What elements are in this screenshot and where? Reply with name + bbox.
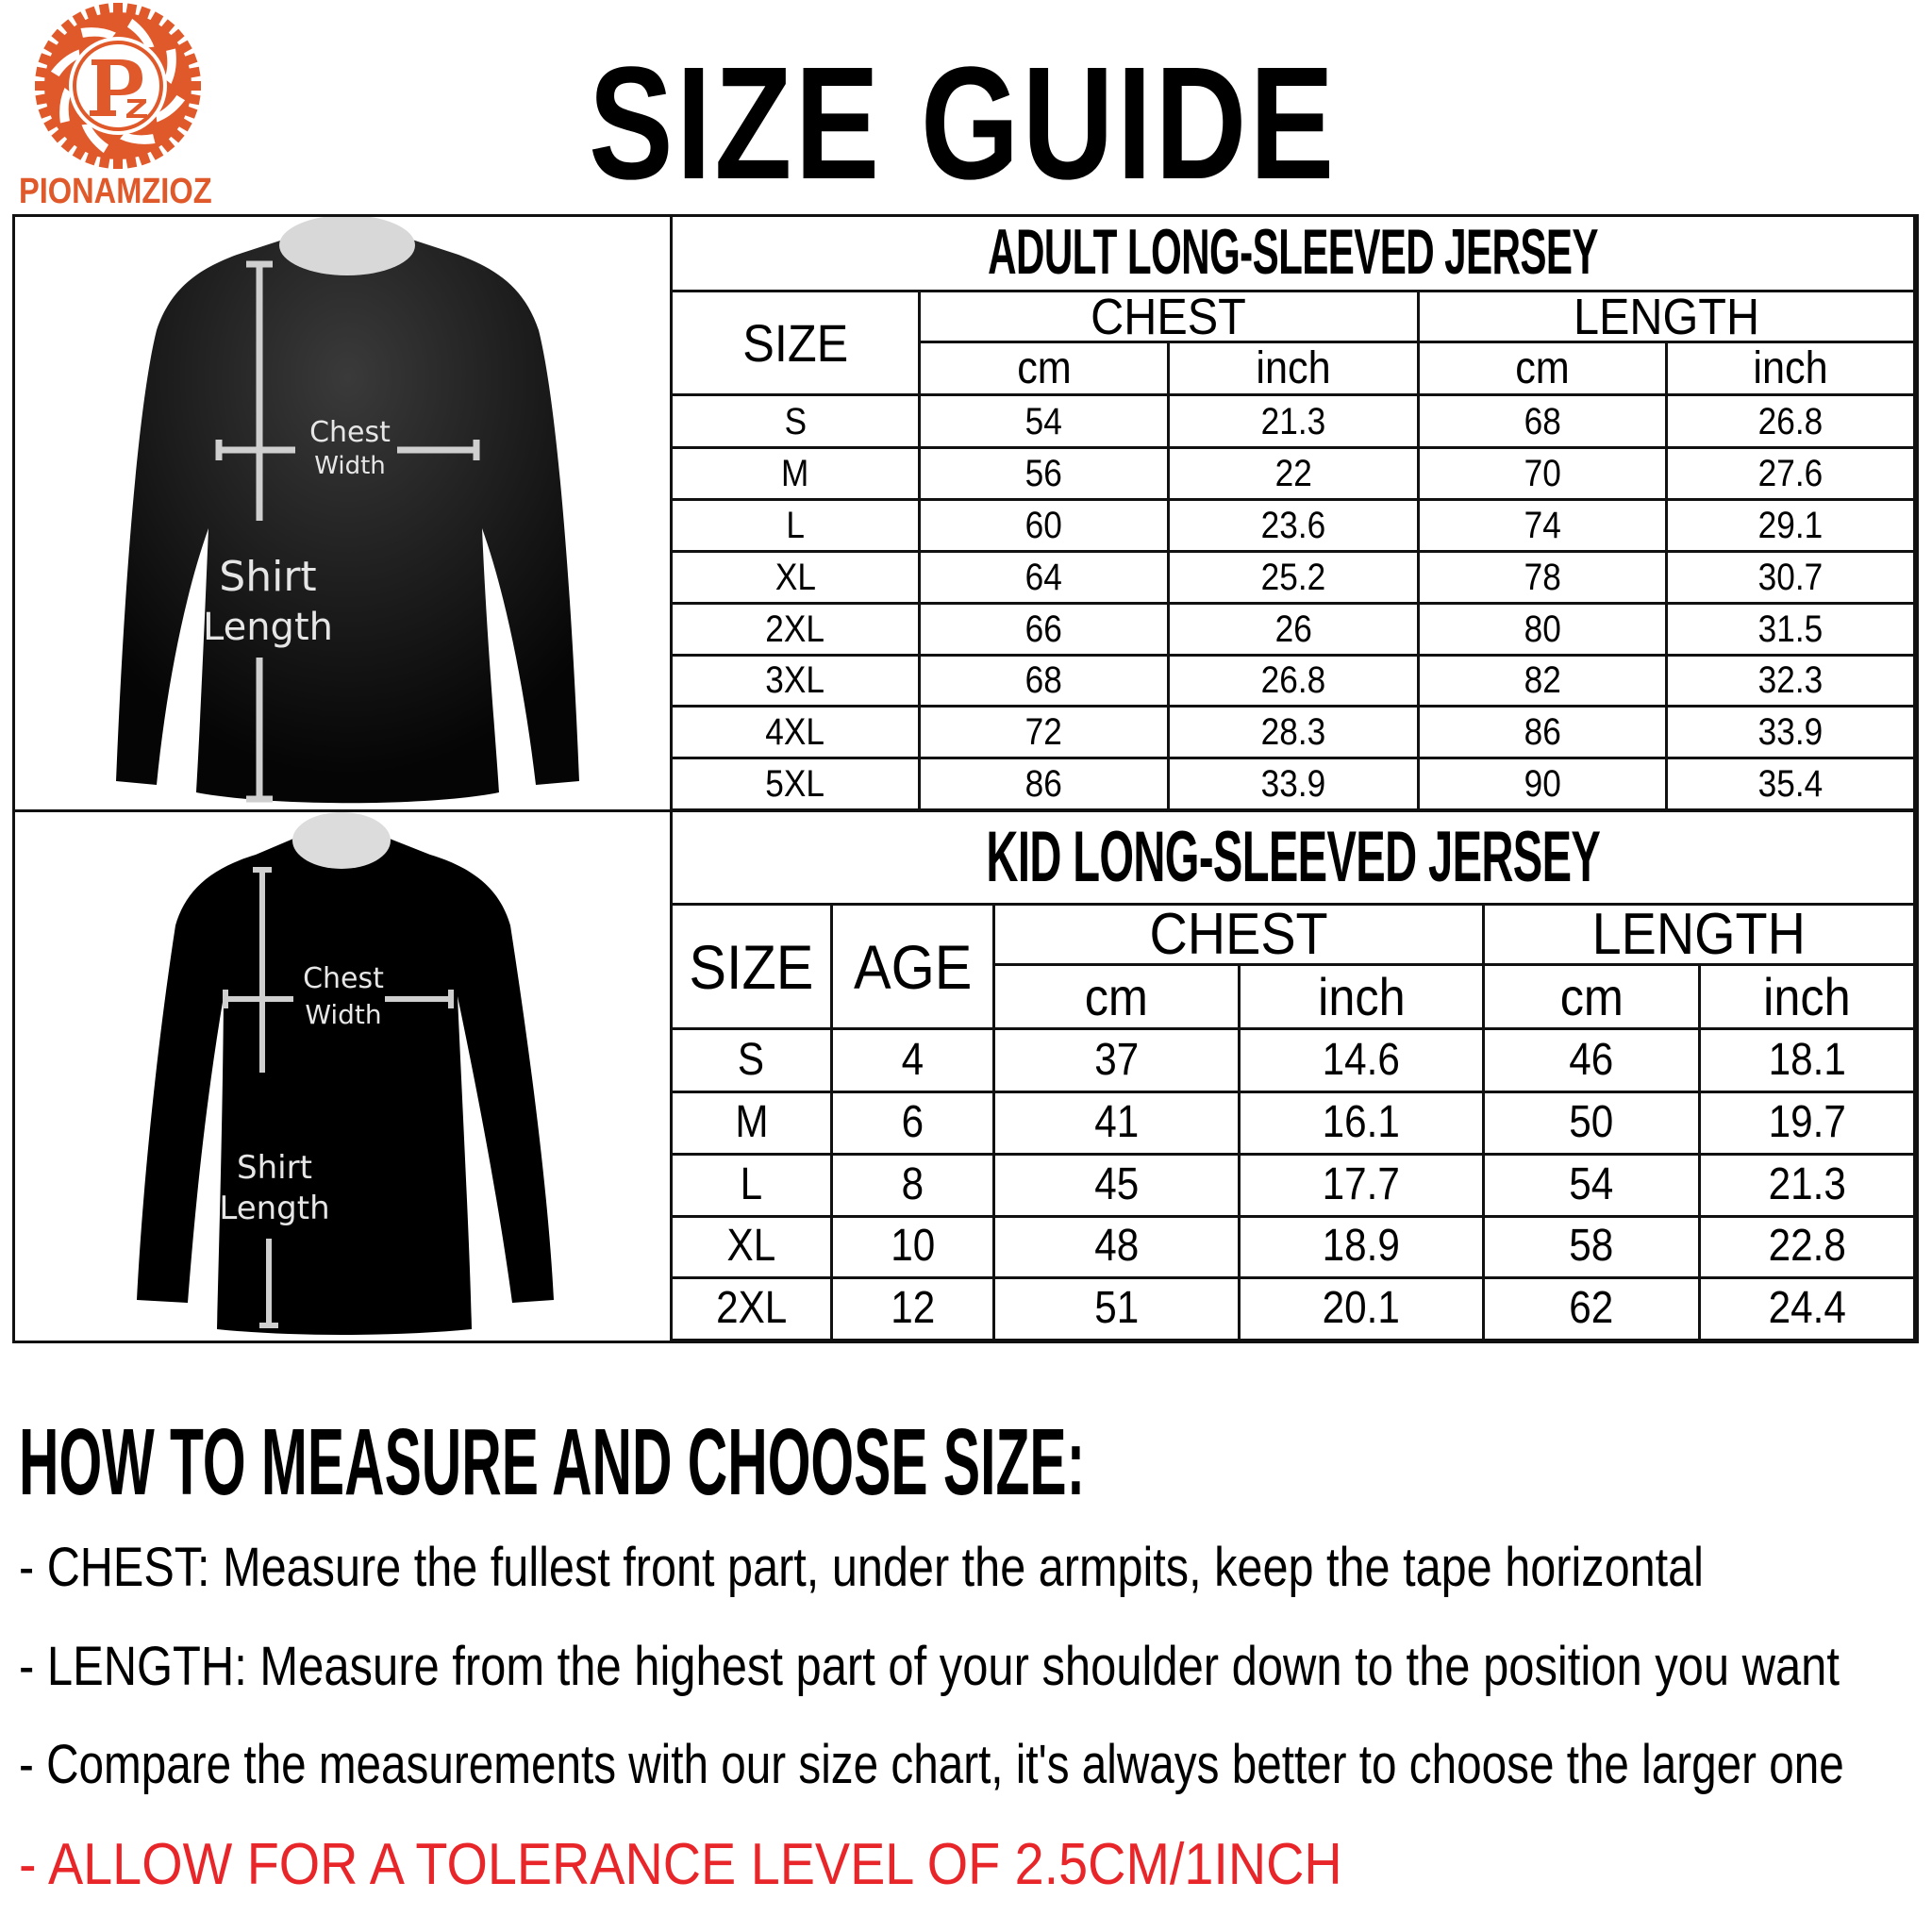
kid-row-3-col-2 <box>995 1216 1241 1279</box>
kid-row-3-col-3 <box>1241 1216 1485 1279</box>
kid-header-inch-text: inch <box>1317 966 1406 1026</box>
adult-row-1-col-4-text: 27.6 <box>1757 452 1824 494</box>
header-size <box>673 292 921 396</box>
kid-header-size <box>673 906 833 1030</box>
kid-row-2-col-2 <box>995 1155 1241 1218</box>
kid-row-3-col-4-text: 58 <box>1569 1221 1614 1271</box>
kid-row-4-col-2-text: 51 <box>1094 1283 1139 1333</box>
kid-row-3-col-4 <box>1485 1216 1701 1279</box>
kid-row-4-col-2 <box>995 1278 1241 1341</box>
adult-row-3-col-3-text: 78 <box>1524 556 1561 598</box>
header-chest-text: CHEST <box>1091 292 1247 343</box>
adult-row-5-col-1-text: 68 <box>1024 658 1063 701</box>
kid-row-2-col-2-text: 45 <box>1094 1159 1139 1209</box>
adult-row-0-col-4-text: 26.8 <box>1757 400 1824 442</box>
kid-row-2-col-5-text: 21.3 <box>1768 1159 1846 1209</box>
adult-row-5-col-2 <box>1170 655 1420 708</box>
header-chest <box>921 292 1420 343</box>
kid-row-0-col-3-text: 14.6 <box>1322 1035 1401 1085</box>
adult-row-6-col-3 <box>1420 707 1668 759</box>
tolerance-note: - ALLOW FOR A TOLERANCE LEVEL OF 2.5CM/1INCH <box>19 1832 1342 1897</box>
kid-header-inch <box>1241 966 1485 1030</box>
brand-logo <box>28 2 208 170</box>
adult-shirt-icon <box>116 236 579 804</box>
adult-row-5-col-3-text: 82 <box>1524 658 1561 701</box>
brand-name: PIONAMZIOZ <box>19 172 212 211</box>
header-length-text: LENGTH <box>1573 292 1760 343</box>
kid-row-2-col-4 <box>1485 1155 1701 1218</box>
adult-row-6-col-2 <box>1170 707 1420 759</box>
adult-shirt-diagram <box>15 217 670 809</box>
kid-row-0-col-2-text: 37 <box>1094 1035 1139 1085</box>
adult-row-5-col-4 <box>1668 655 1916 708</box>
adult-row-0-col-3-text: 68 <box>1524 400 1561 442</box>
kid-row-2-col-0 <box>673 1155 833 1218</box>
kid-header-length-text: LENGTH <box>1591 906 1807 966</box>
kid-row-0-col-1 <box>833 1030 995 1093</box>
adult-row-6-col-4-text: 33.9 <box>1757 710 1824 753</box>
kid-header-length <box>1485 906 1916 966</box>
adult-row-6-col-2-text: 28.3 <box>1260 710 1326 753</box>
kid-row-2-col-5 <box>1701 1155 1916 1218</box>
kid-row-0-col-4 <box>1485 1030 1701 1093</box>
length-instruction-label: - LENGTH: <box>19 1636 247 1697</box>
header-cm <box>1420 343 1668 396</box>
adult-row-6-col-1-text: 72 <box>1024 710 1063 753</box>
adult-row-1-col-2-text: 22 <box>1274 452 1312 494</box>
adult-row-2-col-1 <box>921 500 1170 553</box>
adult-row-1-col-3 <box>1420 448 1668 501</box>
kid-row-1-col-0-text: M <box>734 1097 769 1147</box>
kid-row-0-col-5 <box>1701 1030 1916 1093</box>
adult-row-4-col-2 <box>1170 604 1420 657</box>
adult-row-5-col-0 <box>673 655 921 708</box>
adult-row-2-col-2-text: 23.6 <box>1260 504 1326 546</box>
kid-row-3-col-3-text: 18.9 <box>1322 1221 1401 1271</box>
adult-row-7-col-3 <box>1420 758 1668 811</box>
adult-row-7-col-2 <box>1170 758 1420 811</box>
header-cm-text: cm <box>1016 343 1072 393</box>
header-cm <box>921 343 1170 396</box>
adult-row-0-col-2 <box>1170 396 1420 449</box>
adult-row-3-col-0 <box>673 552 921 605</box>
adult-table-title-text: ADULT LONG-SLEEVED JERSEY <box>988 216 1598 288</box>
kid-row-1-col-1-text: 6 <box>901 1097 924 1147</box>
kid-header-chest-text: CHEST <box>1149 906 1328 966</box>
adult-row-5-col-4-text: 32.3 <box>1757 658 1824 701</box>
adult-row-0-col-3 <box>1420 396 1668 449</box>
adult-length-label: Length <box>203 606 333 649</box>
kid-length-label: Length <box>219 1190 330 1227</box>
kid-row-0-col-2 <box>995 1030 1241 1093</box>
adult-row-3-col-1 <box>921 552 1170 605</box>
header-cm-text: cm <box>1515 343 1570 393</box>
kid-row-2-col-3-text: 17.7 <box>1322 1159 1401 1209</box>
kid-row-0-col-0-text: S <box>738 1035 765 1085</box>
kid-header-size-text: SIZE <box>689 931 814 1002</box>
kid-row-1-col-0 <box>673 1092 833 1156</box>
adult-row-4-col-4 <box>1668 604 1916 657</box>
adult-row-7-col-3-text: 90 <box>1524 762 1561 805</box>
adult-row-2-col-0 <box>673 500 921 553</box>
adult-row-2-col-0-text: L <box>786 504 805 546</box>
kid-row-3-col-1 <box>833 1216 995 1279</box>
kid-row-1-col-5-text: 19.7 <box>1768 1097 1846 1147</box>
header-inch-text: inch <box>1753 343 1828 393</box>
kid-row-3-col-2-text: 48 <box>1094 1221 1139 1271</box>
adult-row-2-col-1-text: 60 <box>1024 504 1063 546</box>
kid-row-1-col-3 <box>1241 1092 1485 1156</box>
kid-row-0-col-4-text: 46 <box>1569 1035 1614 1085</box>
kid-row-2-col-0-text: L <box>740 1159 763 1209</box>
kid-row-4-col-4 <box>1485 1278 1701 1341</box>
adult-row-0-col-0-text: S <box>784 400 807 442</box>
gear-logo-icon <box>28 2 208 170</box>
adult-row-2-col-3-text: 74 <box>1524 504 1561 546</box>
kid-header-cm-text: cm <box>1559 966 1624 1026</box>
chest-instruction-text: Measure the fullest front part, under the armpits, keep the tape horizontal <box>223 1537 1704 1598</box>
kid-row-1-col-3-text: 16.1 <box>1322 1097 1401 1147</box>
kid-row-1-col-1 <box>833 1092 995 1156</box>
kid-header-inch-text: inch <box>1763 966 1851 1026</box>
adult-row-3-col-3 <box>1420 552 1668 605</box>
length-instruction-text: Measure from the highest part of your shoulder down to the position you want <box>259 1636 1840 1697</box>
kid-header-age <box>833 906 995 1030</box>
kid-row-4-col-0-text: 2XL <box>715 1283 788 1333</box>
kid-row-2-col-1-text: 8 <box>901 1159 924 1209</box>
kid-table-title-text: KID LONG-SLEEVED JERSEY <box>986 816 1600 897</box>
adult-chest-label: Chest <box>309 416 391 449</box>
kid-header-cm <box>1485 966 1701 1030</box>
kid-row-0-col-0 <box>673 1030 833 1093</box>
adult-row-7-col-2-text: 33.9 <box>1260 762 1326 805</box>
kid-row-4-col-4-text: 62 <box>1569 1283 1614 1333</box>
kid-shirt-icon <box>137 832 554 1336</box>
adult-row-0-col-0 <box>673 396 921 449</box>
kid-width-label: Width <box>305 999 382 1030</box>
header-length <box>1420 292 1916 343</box>
kid-row-1-col-2 <box>995 1092 1241 1156</box>
kid-header-inch <box>1701 966 1916 1030</box>
kid-row-4-col-1-text: 12 <box>891 1283 935 1333</box>
page-title: SIZE GUIDE <box>589 34 1338 213</box>
adult-row-7-col-1-text: 86 <box>1024 762 1063 805</box>
header-size-text: SIZE <box>741 312 849 373</box>
adult-row-2-col-2 <box>1170 500 1420 553</box>
adult-row-6-col-3-text: 86 <box>1524 710 1561 753</box>
kid-row-0-col-5-text: 18.1 <box>1768 1035 1846 1085</box>
kid-row-4-col-1 <box>833 1278 995 1341</box>
adult-row-2-col-4 <box>1668 500 1916 553</box>
adult-row-3-col-0-text: XL <box>774 556 816 598</box>
adult-row-5-col-2-text: 26.8 <box>1260 658 1326 701</box>
adult-row-0-col-1 <box>921 396 1170 449</box>
adult-row-3-col-2-text: 25.2 <box>1260 556 1326 598</box>
instructions-heading: HOW TO MEASURE AND CHOOSE SIZE: <box>19 1409 1086 1515</box>
kid-row-4-col-0 <box>673 1278 833 1341</box>
kid-header-chest <box>995 906 1485 966</box>
adult-row-4-col-4-text: 31.5 <box>1757 608 1824 650</box>
kid-row-3-col-5 <box>1701 1216 1916 1279</box>
adult-row-4-col-3-text: 80 <box>1524 608 1561 650</box>
adult-row-3-col-1-text: 64 <box>1024 556 1063 598</box>
adult-row-4-col-3 <box>1420 604 1668 657</box>
kid-row-4-col-3 <box>1241 1278 1485 1341</box>
adult-row-4-col-0 <box>673 604 921 657</box>
header-inch <box>1668 343 1916 396</box>
kid-row-3-col-1-text: 10 <box>891 1221 935 1271</box>
kid-row-0-col-3 <box>1241 1030 1485 1093</box>
kid-row-3-col-5-text: 22.8 <box>1768 1221 1846 1271</box>
adult-row-7-col-4 <box>1668 758 1916 811</box>
adult-row-1-col-2 <box>1170 448 1420 501</box>
adult-row-5-col-0-text: 3XL <box>765 658 825 701</box>
adult-row-1-col-1-text: 56 <box>1024 452 1063 494</box>
kid-row-4-col-5 <box>1701 1278 1916 1341</box>
adult-row-3-col-2 <box>1170 552 1420 605</box>
kid-row-1-col-4-text: 50 <box>1569 1097 1614 1147</box>
adult-row-3-col-4-text: 30.7 <box>1757 556 1824 598</box>
adult-row-1-col-0 <box>673 448 921 501</box>
adult-row-6-col-0 <box>673 707 921 759</box>
adult-row-6-col-0-text: 4XL <box>765 710 825 753</box>
kid-row-2-col-3 <box>1241 1155 1485 1218</box>
kid-header-age-text: AGE <box>853 931 973 1002</box>
adult-row-0-col-2-text: 21.3 <box>1260 400 1326 442</box>
adult-row-5-col-3 <box>1420 655 1668 708</box>
adult-row-2-col-4-text: 29.1 <box>1757 504 1824 546</box>
kid-table-title <box>673 811 1916 906</box>
kid-row-4-col-5-text: 24.4 <box>1768 1283 1846 1333</box>
adult-row-1-col-3-text: 70 <box>1524 452 1561 494</box>
adult-table-title <box>673 214 1916 292</box>
chest-instruction <box>19 1537 1704 1598</box>
adult-row-0-col-1-text: 54 <box>1024 400 1063 442</box>
adult-row-6-col-1 <box>921 707 1170 759</box>
kid-row-3-col-0 <box>673 1216 833 1279</box>
adult-row-4-col-1-text: 66 <box>1024 608 1063 650</box>
length-instruction <box>19 1636 1840 1697</box>
kid-chest-label: Chest <box>303 962 384 995</box>
adult-row-4-col-0-text: 2XL <box>765 608 825 650</box>
kid-row-1-col-5 <box>1701 1092 1916 1156</box>
header-inch <box>1170 343 1420 396</box>
kid-row-2-col-1 <box>833 1155 995 1218</box>
adult-shirt-label: Shirt <box>219 553 317 601</box>
chest-instruction-label: - CHEST: <box>19 1537 210 1598</box>
adult-row-4-col-2-text: 26 <box>1274 608 1312 650</box>
adult-row-1-col-1 <box>921 448 1170 501</box>
adult-row-3-col-4 <box>1668 552 1916 605</box>
adult-row-4-col-1 <box>921 604 1170 657</box>
compare-instruction: - Compare the measurements with our size chart, it's always better to choose the larger one <box>19 1734 1844 1795</box>
adult-row-7-col-0-text: 5XL <box>765 762 825 805</box>
kid-shirt-label: Shirt <box>237 1149 312 1187</box>
kid-header-cm-text: cm <box>1084 966 1149 1026</box>
kid-row-0-col-1-text: 4 <box>901 1035 924 1085</box>
adult-row-1-col-0-text: M <box>781 452 809 494</box>
adult-width-label: Width <box>314 452 386 480</box>
adult-row-7-col-1 <box>921 758 1170 811</box>
kid-row-1-col-2-text: 41 <box>1094 1097 1139 1147</box>
adult-row-2-col-3 <box>1420 500 1668 553</box>
kid-shirt-diagram <box>15 812 670 1341</box>
kid-row-4-col-3-text: 20.1 <box>1322 1283 1401 1333</box>
kid-row-2-col-4-text: 54 <box>1569 1159 1614 1209</box>
adult-row-1-col-4 <box>1668 448 1916 501</box>
kid-row-3-col-0-text: XL <box>726 1221 776 1271</box>
kid-header-cm <box>995 966 1241 1030</box>
adult-row-0-col-4 <box>1668 396 1916 449</box>
adult-row-7-col-4-text: 35.4 <box>1757 762 1824 805</box>
adult-row-6-col-4 <box>1668 707 1916 759</box>
adult-row-7-col-0 <box>673 758 921 811</box>
header-inch-text: inch <box>1256 343 1331 393</box>
adult-row-5-col-1 <box>921 655 1170 708</box>
kid-row-1-col-4 <box>1485 1092 1701 1156</box>
